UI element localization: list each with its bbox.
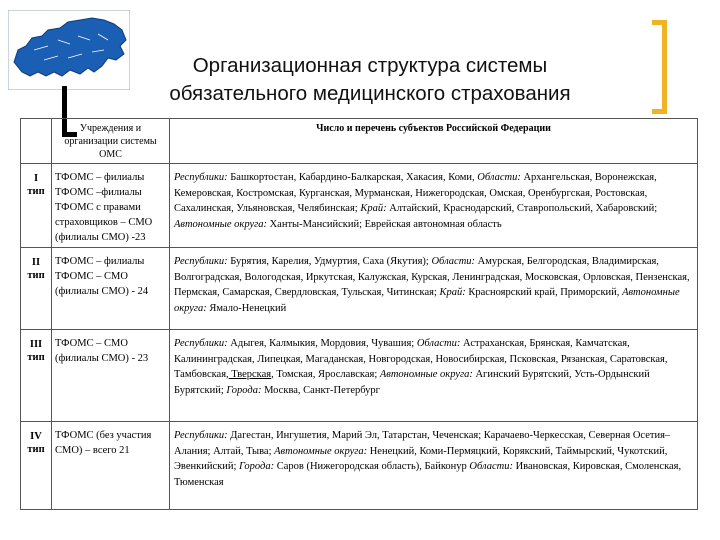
title-line-2: обязательного медицинского страхования: [169, 82, 571, 105]
subject-group-text: Красноярский край, Приморский,: [465, 287, 620, 298]
subject-group-text: Ивановская, Кировская, Смоленская, Тюменская: [174, 461, 682, 488]
subject-group-text: Ненецкий, Коми-Пермяцкий, Корякский, Таймырский, Чукотский, Эвенкийский;: [174, 445, 668, 472]
subject-group-label: Автономные округа:: [274, 445, 368, 457]
subject-group-text: , Томская, Ярославская;: [271, 369, 378, 380]
subject-group-text: Москва, Санкт-Петербург: [261, 384, 380, 396]
subjects-cell: [170, 164, 698, 248]
type-cell: III тип: [21, 330, 52, 422]
subject-group-label: Край:: [439, 287, 466, 298]
subject-group-text: Дагестан, Ингушетия, Марий Эл, Татарстан, Чеченская; Карачаево-Черкесская, Северная Осетия–Алания; Алтай, Тыва;: [174, 430, 671, 457]
type-cell: II тип: [21, 248, 52, 330]
branches-cell: ТФОМС – филиалы ТФОМС – СМО (филиалы СМО) - 24: [52, 248, 170, 330]
subject-group-text: Амурская, Белгородская, Владимирская, Волгоградская, Вологодская, Иркутская, Калужская, Курская, Ленинградская, Московская, Орловская, Пензенская, Пермская, Самарская, Свердловская, Тульская, Читинская;: [174, 256, 690, 298]
branches-cell: ТФОМС – филиалы ТФОМС –филиалы ТФОМС с правами страховщиков – СМО (филиалы СМО) -23: [52, 164, 170, 248]
table-row: [21, 164, 698, 248]
subject-group-label: Республики:: [174, 172, 228, 183]
subject-group-text: Бурятия, Карелия, Удмуртия, Саха (Якутия);: [227, 256, 429, 267]
subject-group-label: Города:: [226, 384, 262, 396]
subject-group-text: Адыгея, Калмыкия, Мордовия, Чувашия;: [227, 338, 415, 349]
type-cell: IV тип: [21, 422, 52, 510]
subject-group-text: Саров (Нижегородская область), Байконур: [274, 461, 467, 472]
subject-group-label: Автономные округа:: [174, 287, 680, 314]
subjects-cell: [170, 248, 698, 330]
table-row: [21, 248, 698, 330]
subject-group-label: Области:: [477, 172, 521, 183]
subject-group-label: Край:: [360, 203, 387, 214]
subject-group-text: Башкортостан, Кабардино-Балкарская, Хакасия, Коми,: [227, 172, 475, 183]
header-org-cell: Учреждения и организации системы ОМС: [52, 119, 170, 164]
subject-group-label: Города:: [239, 461, 275, 472]
branches-cell: ТФОМС – СМО (филиалы СМО) - 23: [52, 330, 170, 422]
table-row: [21, 422, 698, 510]
subject-group-label: Республики:: [174, 256, 228, 267]
table-row: [21, 330, 698, 422]
subject-group-label: Республики:: [174, 430, 228, 441]
subject-group-label: Области:: [431, 256, 476, 267]
title-bracket-right: [652, 20, 667, 114]
subject-group-text: Астраханская, Брянская, Камчатская, Калининградская, Липецкая, Магаданская, Новгородская, Новосибирская, Псковская, Рязанская, Саратовская, Тамбовская,: [174, 338, 668, 380]
header-subjects-cell: Число и перечень субъектов Российской Федерации: [170, 119, 698, 164]
omc-structure-table: [20, 118, 698, 510]
table-header-row: [21, 119, 698, 164]
subjects-cell: [170, 422, 698, 510]
subject-group-label: Республики:: [174, 338, 228, 349]
type-cell: I тип: [21, 164, 52, 248]
subject-group-text: Агинский Бурятский, Усть-Ордынский Бурятский;: [174, 369, 650, 396]
subject-group-text: Ханты-Мансийский; Еврейская автономная область: [266, 218, 502, 230]
subject-group-text: Ямало-Ненецкий: [206, 302, 287, 314]
subject-group-label: Автономные округа:: [174, 218, 267, 230]
subject-group-label: Автономные округа:: [379, 369, 473, 380]
subject-group-text: Архангельская, Воронежская, Кемеровская, Костромская, Курганская, Мурманская, Нижегородская, Омская, Оренбургская, Ростовская, Сахалинская, Ульяновская, Челябинская;: [174, 172, 657, 214]
subject-group-text: Тверская: [228, 369, 272, 380]
branches-cell: ТФОМС (без участия СМО) – всего 21: [52, 422, 170, 510]
subject-group-text: Алтайский, Краснодарский, Ставропольский, Хабаровский;: [386, 203, 658, 214]
subject-group-label: Области:: [416, 338, 461, 349]
subjects-cell: [170, 330, 698, 422]
header-type-cell: [21, 119, 52, 164]
slide-title: [100, 52, 640, 108]
subject-group-label: Области:: [469, 461, 513, 472]
table-body: [21, 164, 698, 510]
title-line-1: Организационная структура системы: [192, 54, 548, 77]
